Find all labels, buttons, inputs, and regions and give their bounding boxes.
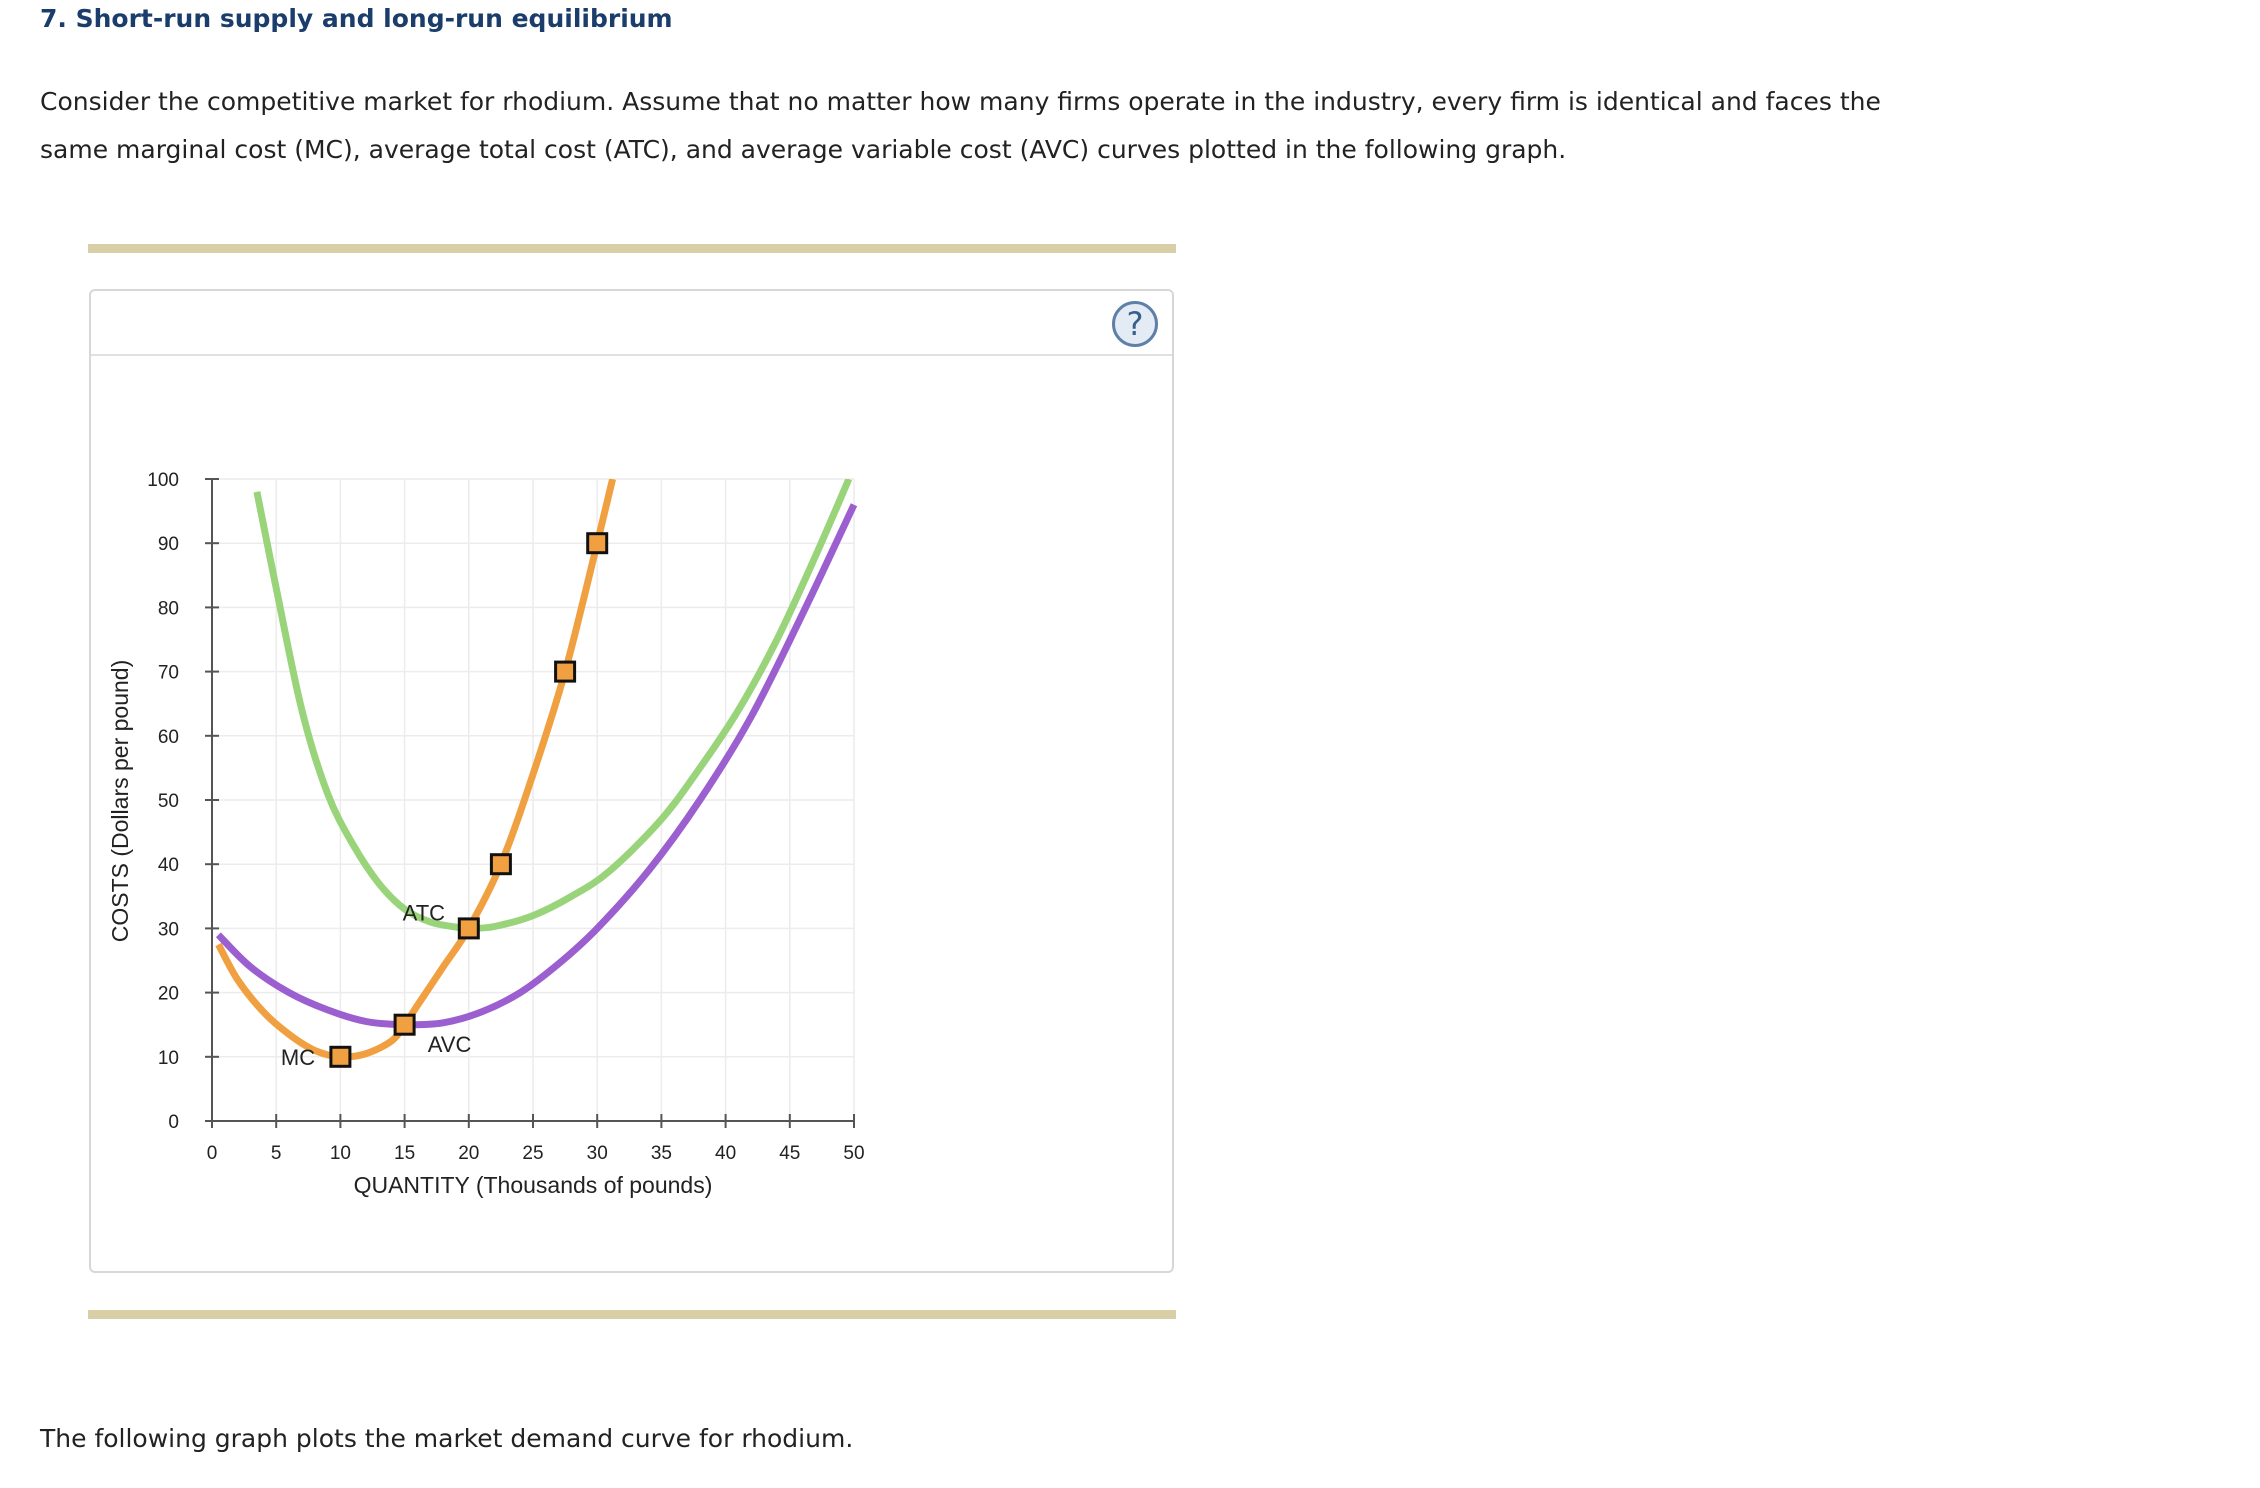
x-tick-label-45: 45 bbox=[779, 1143, 801, 1164]
x-tick-label-10: 10 bbox=[329, 1143, 351, 1164]
y-tick-label-70: 70 bbox=[157, 662, 179, 684]
cost-curves-chart[interactable] bbox=[91, 291, 1172, 1271]
mc-point-marker-2 bbox=[459, 919, 478, 938]
x-tick-label-20: 20 bbox=[458, 1143, 480, 1164]
curve-label-avc: AVC bbox=[427, 1031, 472, 1057]
y-tick-label-80: 80 bbox=[157, 598, 179, 620]
x-tick-label-30: 30 bbox=[586, 1143, 608, 1164]
y-tick-label-20: 20 bbox=[157, 983, 179, 1005]
x-tick-label-35: 35 bbox=[650, 1143, 672, 1164]
y-tick-label-0: 0 bbox=[168, 1112, 179, 1133]
y-tick-label-90: 90 bbox=[157, 534, 179, 556]
divider-top bbox=[88, 244, 1176, 253]
y-tick-label-60: 60 bbox=[157, 726, 179, 748]
x-tick-label-15: 15 bbox=[394, 1143, 416, 1164]
y-tick-label-100: 100 bbox=[147, 470, 179, 491]
x-tick-label-50: 50 bbox=[843, 1143, 865, 1164]
x-tick-label-25: 25 bbox=[522, 1143, 544, 1164]
divider-bottom bbox=[88, 1310, 1176, 1319]
y-tick-label-30: 30 bbox=[157, 919, 179, 941]
mc-point-marker-0 bbox=[331, 1047, 350, 1066]
mc-point-marker-1 bbox=[395, 1015, 414, 1034]
x-tick-label-5: 5 bbox=[270, 1143, 282, 1164]
curve-label-atc: ATC bbox=[402, 900, 446, 926]
mc-point-marker-3 bbox=[491, 855, 510, 874]
graph-panel bbox=[89, 289, 1174, 1273]
x-tick-label-0: 0 bbox=[206, 1143, 218, 1164]
y-axis-label: COSTS (Dollars per pound) bbox=[107, 659, 133, 943]
y-tick-label-10: 10 bbox=[157, 1047, 179, 1069]
question-intro: Consider the competitive market for rhodium. Assume that no matter how many firms operate in the industry, every firm is identical and faces the same marginal cost (MC), average total cost (ATC), and average variable cost (AVC) curves plotted in the following graph. bbox=[40, 87, 1881, 164]
x-axis-label: QUANTITY (Thousands of pounds) bbox=[353, 1172, 713, 1198]
y-tick-label-50: 50 bbox=[157, 791, 179, 812]
question-footer: The following graph plots the market demand curve for rhodium. bbox=[40, 1424, 854, 1453]
question-title: 7. Short-run supply and long-run equilibrium bbox=[40, 4, 673, 33]
mc-point-marker-4 bbox=[556, 662, 575, 681]
help-button[interactable]: ? bbox=[1112, 301, 1158, 347]
y-tick-label-40: 40 bbox=[157, 855, 179, 877]
mc-point-marker-5 bbox=[588, 534, 607, 553]
curve-label-mc: MC bbox=[280, 1044, 316, 1070]
x-tick-label-40: 40 bbox=[715, 1143, 737, 1164]
